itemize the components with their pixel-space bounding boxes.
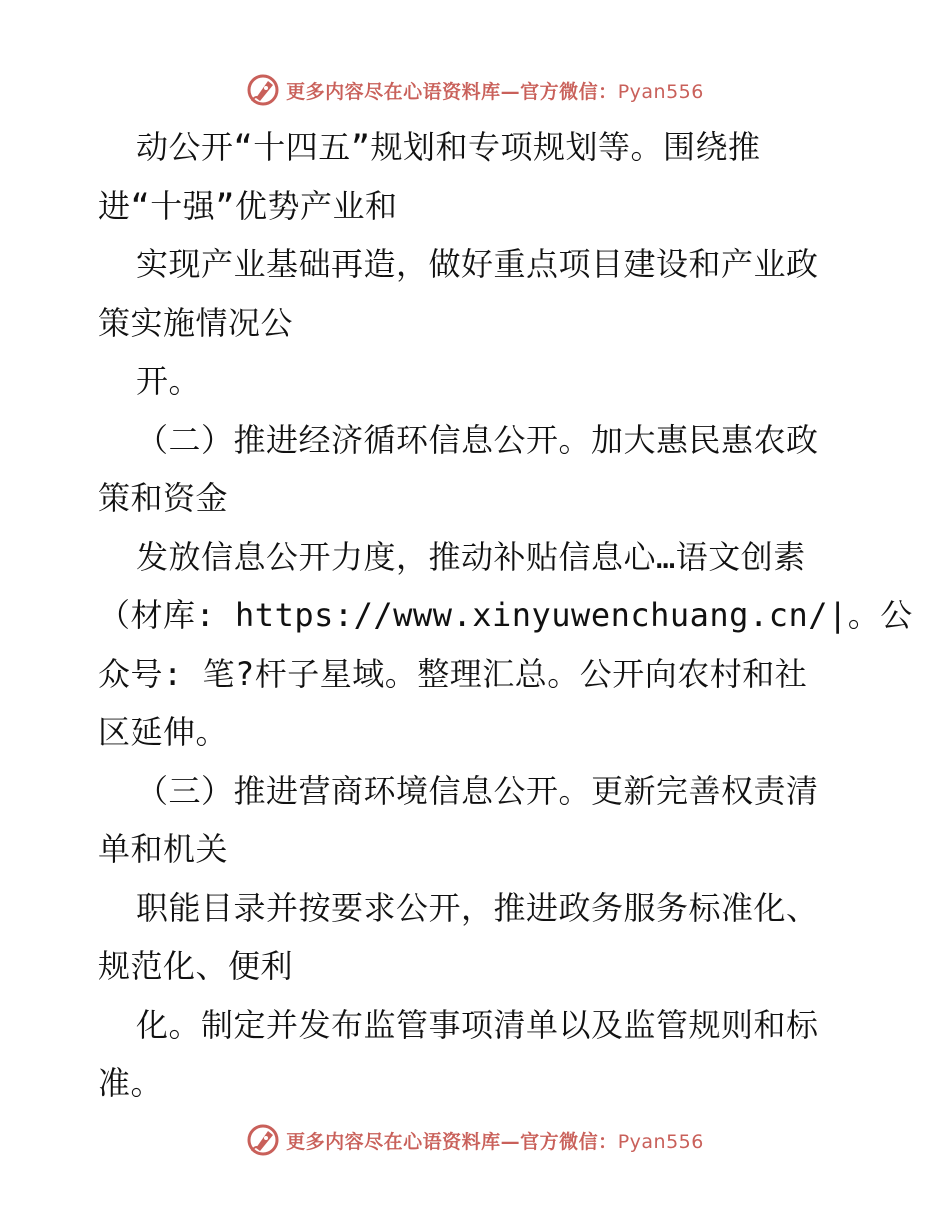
pen-nib-logo-icon xyxy=(246,1123,280,1157)
banner-main-text: 更多内容尽在心语资料库 xyxy=(286,80,501,103)
text-line: 动公开“十四五”规划和专项规划等。围绕推 xyxy=(136,128,761,166)
text-line: 发放信息公开力度，推动补贴信息心…语文创素 xyxy=(136,537,806,576)
text-line: 区延伸。 xyxy=(98,713,229,751)
banner-main-text: 更多内容尽在心语资料库 xyxy=(286,1130,501,1153)
text-line: 职能目录并按要求公开，推进政务服务标准化、 xyxy=(136,888,819,927)
body-text xyxy=(98,118,913,1113)
text-line: 规范化、便利 xyxy=(98,947,294,985)
text-line: （二）推进经济循环信息公开。加大惠民惠农政 xyxy=(136,420,819,459)
banner-dash: — xyxy=(500,80,521,103)
banner-account: Pyan556 xyxy=(617,80,704,103)
text-line: （三）推进营商环境信息公开。更新完善权责清 xyxy=(136,771,819,810)
banner-text xyxy=(286,77,704,104)
text-line: 单和机关 xyxy=(98,830,229,868)
header-banner xyxy=(0,70,950,110)
text-line: 准。 xyxy=(98,1064,164,1102)
text-line: 开。 xyxy=(136,362,202,400)
text-line: 进“十强”优势产业和 xyxy=(98,186,398,225)
text-line: 众号: 笔?杆子星域。整理汇总。公开向农村和社 xyxy=(98,654,808,693)
text-line: （材库: https://www.xinyuwenchuang.cn/|。公 xyxy=(98,596,913,634)
footer-banner xyxy=(0,1120,950,1160)
banner-text xyxy=(286,1127,704,1154)
pen-nib-logo-icon xyxy=(246,73,280,107)
banner-official-text: 官方微信： xyxy=(520,80,618,103)
banner-dash: — xyxy=(500,1130,521,1153)
text-line: 策和资金 xyxy=(98,479,229,517)
text-line: 化。制定并发布监管事项清单以及监管规则和标 xyxy=(136,1005,819,1044)
text-line: 策实施情况公 xyxy=(98,303,294,342)
text-line: 实现产业基础再造，做好重点项目建设和产业政 xyxy=(136,245,819,283)
banner-official-text: 官方微信： xyxy=(520,1130,618,1153)
banner-account: Pyan556 xyxy=(617,1130,704,1153)
